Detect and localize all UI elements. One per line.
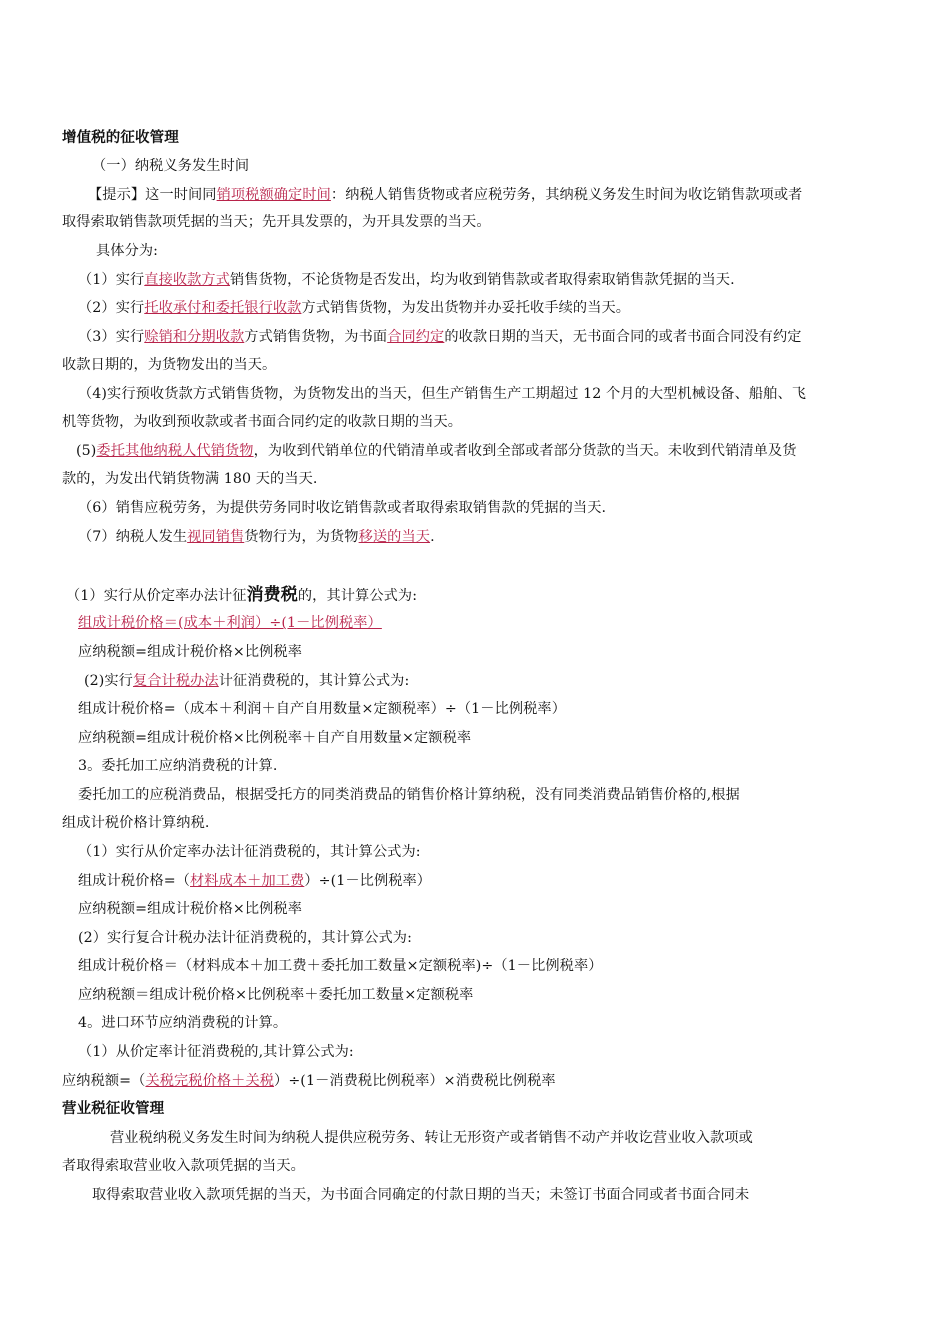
- item-7-text: 货物行为，为货物: [244, 529, 359, 545]
- business-paragraph-1-line-2: 者取得索取营业收入款项凭据的当天。: [62, 1158, 305, 1174]
- tip-highlight: 销项税额确定时间: [216, 187, 331, 203]
- consumption-item-1: [66, 585, 417, 606]
- section-3-paragraph-2: 组成计税价格计算纳税.: [62, 815, 210, 831]
- section-3-formula-1-prefix: 组成计税价格=（: [78, 873, 191, 889]
- item-1: [78, 270, 735, 290]
- section-3-formula-1: [78, 871, 431, 891]
- consumption-formula-1: [78, 613, 382, 633]
- consumption-item-2-text: 计征消费税的，其计算公式为:: [218, 673, 410, 689]
- item-5-highlight: 委托其他纳税人代销货物: [96, 443, 254, 459]
- section-3-tax-1: 应纳税额=组成计税价格×比例税率: [78, 901, 303, 917]
- item-3-highlight-1: 赊销和分期收款: [144, 329, 245, 345]
- item-6: （6）销售应税劳务，为提供劳务同时收讫销售款或者取得索取销售款的凭据的当天.: [78, 500, 607, 516]
- section-3-formula-1-highlight: 材料成本＋加工费: [190, 873, 305, 889]
- section-3-tax-2: 应纳税额＝组成计税价格×比例税率＋委托加工数量×定额税率: [78, 987, 474, 1003]
- item-7-highlight-2: 移送的当天: [358, 529, 431, 545]
- specific-label: 具体分为:: [96, 243, 159, 259]
- item-1-prefix: （1）实行: [78, 272, 145, 288]
- section-3-item-2: (2）实行复合计税办法计征消费税的，其计算公式为:: [78, 930, 412, 946]
- consumption-tax-2: 应纳税额=组成计税价格×比例税率＋自产自用数量×定额税率: [78, 730, 472, 746]
- vat-heading: 增值税的征收管理: [62, 130, 179, 146]
- item-2-highlight: 托收承付和委托银行收款: [144, 300, 302, 316]
- item-2-text: 方式销售货物，为发出货物并办妥托收手续的当天。: [301, 300, 631, 316]
- business-paragraph-1: 营业税纳税义务发生时间为纳税人提供应税劳务、转让无形资产或者销售不动产并收讫营业收入款项或: [110, 1130, 753, 1146]
- tip-line-2: 取得索取销售款项凭据的当天；先开具发票的，为开具发票的当天。: [62, 214, 491, 230]
- section-4-formula-prefix: 应纳税额=（: [62, 1073, 146, 1089]
- tip-text-cont: ：纳税人销售货物或者应税劳务，其纳税义务发生时间为收讫销售款项或者: [330, 187, 803, 203]
- consumption-item-2: [84, 671, 409, 691]
- item-5-text: ，为收到代销单位的代销清单或者收到全部或者部分货款的当天。未收到代销清单及货: [253, 443, 797, 459]
- item-3-prefix: （3）实行: [78, 329, 145, 345]
- section-3-paragraph-1: 委托加工的应税消费品，根据受托方的同类消费品的销售价格计算纳税，没有同类消费品销售价格的,根据: [78, 787, 740, 803]
- section-4-item-1: （1）从价定率计征消费税的,其计算公式为:: [78, 1044, 354, 1060]
- consumption-item-2-prefix: (2)实行: [84, 673, 133, 689]
- section-3-item-1: （1）实行从价定率办法计征消费税的，其计算公式为:: [78, 844, 421, 860]
- business-paragraph-2: 取得索取营业收入款项凭据的当天，为书面合同确定的付款日期的当天；未签订书面合同或者书面合同未: [92, 1187, 750, 1203]
- item-3: [78, 327, 802, 347]
- consumption-item-2-highlight: 复合计税办法: [132, 673, 219, 689]
- section-4-formula-text: ）÷(1－消费税比例税率）×消费税比例税率: [274, 1073, 556, 1089]
- consumption-tax-1: 应纳税额=组成计税价格×比例税率: [78, 644, 303, 660]
- item-3-text: 方式销售货物，为书面: [244, 329, 388, 345]
- consumption-keyword: 消费税: [246, 585, 298, 605]
- section-4-formula-highlight: 关税完税价格＋关税: [145, 1073, 275, 1089]
- consumption-formula-2: 组成计税价格=（成本＋利润＋自产自用数量×定额税率）÷（1－比例税率）: [78, 701, 567, 717]
- tip-line-1: [88, 185, 802, 205]
- item-5-prefix: (5): [76, 443, 97, 459]
- consumption-item-1-prefix: （1）实行从价定率办法计征: [66, 588, 247, 604]
- item-2-prefix: （2）实行: [78, 300, 145, 316]
- item-4: （4)实行预收货款方式销售货物，为货物发出的当天，但生产销售生产工期超过 12 个月的大型机械设备、船舶、飞: [78, 386, 807, 402]
- item-7: [78, 527, 435, 547]
- item-1-text: 销售货物，不论货物是否发出，均为收到销售款或者取得索取销售款凭据的当天.: [230, 272, 735, 288]
- section-4-title: 4。进口环节应纳消费税的计算。: [78, 1015, 288, 1031]
- section-3-formula-2: 组成计税价格＝（材料成本＋加工费＋委托加工数量×定额税率)÷（1－比例税率）: [78, 958, 603, 974]
- consumption-formula-1-text: 组成计税价格＝(成本＋利润）÷(1－比例税率）: [78, 615, 382, 631]
- item-7-prefix: （7）纳税人发生: [78, 529, 188, 545]
- item-5: [76, 441, 797, 461]
- item-3-text-cont: 的收款日期的当天，无书面合同的或者书面合同没有约定: [444, 329, 802, 345]
- tip-text: 【提示】这一时间同: [88, 187, 217, 203]
- item-7-end: .: [430, 529, 435, 545]
- section-3-title: 3。委托加工应纳消费税的计算.: [78, 758, 278, 774]
- item-3-highlight-2: 合同约定: [387, 329, 445, 345]
- section-3-formula-1-text: ）÷(1－比例税率）: [304, 873, 432, 889]
- item-4-line-2: 机等货物，为收到预收款或者书面合同约定的收款日期的当天。: [62, 414, 463, 430]
- business-heading: 营业税征收管理: [62, 1101, 165, 1117]
- item-2: [78, 298, 630, 318]
- item-3-line-2: 收款日期的，为货物发出的当天。: [62, 357, 277, 373]
- section-4-formula: [62, 1071, 556, 1091]
- item-1-highlight: 直接收款方式: [144, 272, 231, 288]
- vat-subheading: （一）纳税义务发生时间: [92, 158, 250, 174]
- item-7-highlight-1: 视同销售: [187, 529, 245, 545]
- consumption-item-1-text: 的，其计算公式为:: [297, 588, 418, 604]
- item-5-line-2: 款的，为发出代销货物满 180 天的当天.: [62, 471, 318, 487]
